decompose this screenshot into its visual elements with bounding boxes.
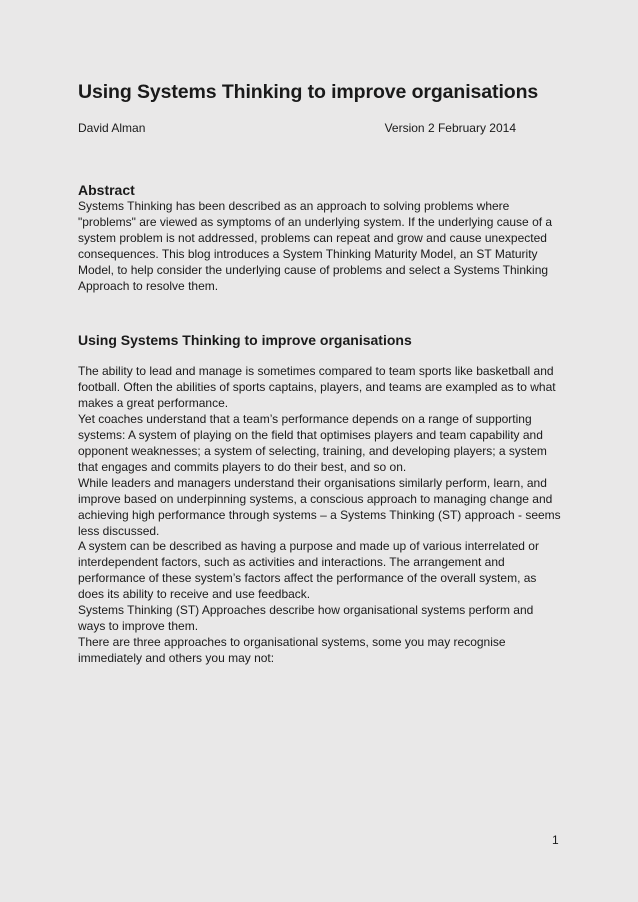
section-paragraph-3: While leaders and managers understand their organisations similarly perform, learn, and improve based on underpinning systems, a conscious approach to managing change and achieving high performance through systems – a Systems Thinking (ST) approach - seems less discussed. [78,475,561,538]
version-date: Version 2 February 2014 [384,121,516,135]
section-paragraph-1: The ability to lead and manage is sometimes compared to team sports like basketball and football. Often the abilities of sports captains, players, and teams are exampled as to what makes a great performance. [78,364,556,411]
abstract-paragraph: Systems Thinking has been described as an approach to solving problems where "problems" are viewed as symptoms of an underlying system. If the underlying cause of a system problem is not addressed, problems can repeat and grow and cause unexpected consequences. This blog introduces a System Thinking Maturity Model, an ST Maturity Model, to help consider the underlying cause of problems and select a Systems Thinking Approach to resolve them. [78,199,553,293]
section-heading: Using Systems Thinking to improve organisations [78,332,412,349]
author-name: David Alman [78,121,146,135]
page-number: 1 [552,833,559,847]
section-paragraph-2: Yet coaches understand that a team’s performance depends on a range of supporting systems: A system of playing on the field that optimises players and team capability and opponent weaknesses; a system of selecting, training, and developing players; a system that engages and commits players to do their best, and so on. [78,412,547,474]
abstract-heading: Abstract [78,182,135,198]
section-paragraph-4: A system can be described as having a purpose and made up of various interrelated or interdependent factors, such as activities and interactions. The arrangement and performance of these system’s factors affect the performance of the overall system, as does its ability to receive and use feedback. [78,539,539,602]
section-paragraph-5: Systems Thinking (ST) Approaches describe how organisational systems perform and ways to improve them. [78,603,534,633]
section-paragraph-6: There are three approaches to organisational systems, some you may recognise immediately and others you may not: [78,634,506,665]
page-content [78,80,562,667]
document-title: Using Systems Thinking to improve organisations [78,81,539,103]
document-meta [78,120,516,136]
